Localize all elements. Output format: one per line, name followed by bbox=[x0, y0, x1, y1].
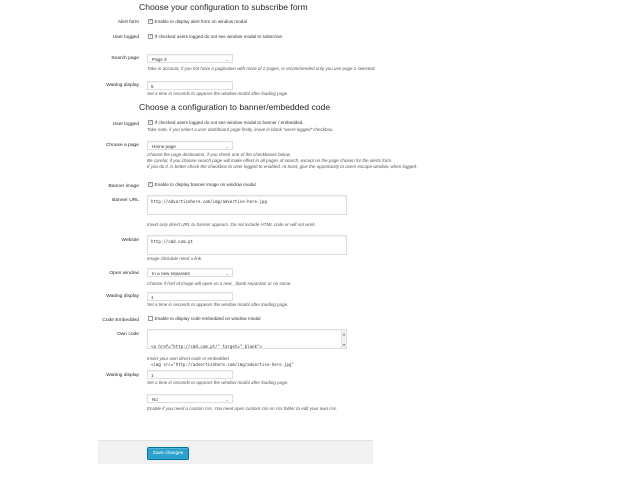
website-label: Website bbox=[121, 238, 139, 243]
custom-css-select[interactable] bbox=[147, 394, 233, 403]
users-logged-label-2: User logged bbox=[112, 122, 139, 127]
alert-form-row bbox=[148, 19, 247, 24]
search-page-select[interactable] bbox=[147, 54, 233, 63]
choose-page-select[interactable] bbox=[147, 141, 233, 150]
banner-url-desc: Insert only direct URL to banner appears. Do not include HTML code or will not work. bbox=[147, 222, 316, 227]
choose-page-label: Choose a page bbox=[105, 143, 139, 148]
waiting-display-label-3: Waiting display bbox=[106, 373, 139, 378]
scroll-down-icon[interactable]: ▼ bbox=[342, 342, 346, 347]
alert-form-label: Alert form bbox=[117, 20, 139, 25]
chevron-down-icon: ⌄ bbox=[225, 56, 229, 62]
custom-css-value: No bbox=[152, 396, 158, 402]
code-embedded-row bbox=[148, 316, 260, 321]
choose-page-desc-2: Be careful, if you choose search page will make effect in all pages of search, except on the page chosen for the alerts form. bbox=[147, 158, 393, 163]
users-logged-text-1: If checked users logged do not see window modal to subscrive. bbox=[154, 34, 284, 39]
banner-url-label: Banner URL bbox=[112, 198, 139, 203]
banner-image-row bbox=[148, 182, 256, 187]
save-changes-button[interactable]: Save changes bbox=[147, 447, 189, 460]
submit-bar bbox=[98, 440, 373, 464]
waiting-display-desc-3: Set a time in seconds to appears the window modal after loading page. bbox=[147, 380, 289, 385]
users-logged-text-2: If checked users logged do not see window modal to banner / embedded. bbox=[154, 120, 304, 125]
choose-page-desc-3: If you do it, is better check the checkbox to User logged to enabled. At least, give the opportunity to users escape window, when logged. bbox=[147, 164, 418, 169]
users-logged-label-1: User logged bbox=[112, 35, 139, 40]
search-page-desc: Take in account, if you not have a pagination with more of 2 pages, is recommended only you use page 2 selected. bbox=[147, 66, 376, 71]
website-desc: Image clickable need a link. bbox=[147, 256, 203, 261]
banner-url-textarea[interactable]: http://advertisehere.com/img/advertise-here.jpg bbox=[147, 195, 347, 215]
scroll-up-icon[interactable]: ▲ bbox=[342, 331, 346, 336]
users-logged-checkbox-2[interactable] bbox=[148, 120, 153, 125]
section-title-banner: Choose a configuration to banner/embedded code bbox=[139, 102, 331, 112]
banner-image-text: Enable to display banner image on window modal bbox=[154, 182, 256, 187]
users-logged-desc-2: Take note, if you select a user dashboard page firstly, leave in blank "users logged" checkbox. bbox=[147, 127, 334, 132]
open-window-label: Open window bbox=[109, 271, 139, 276]
banner-image-checkbox[interactable] bbox=[148, 182, 153, 187]
own-code-line-2: <img src="http://advertisehere.com/img/advertise-here.jpg" bbox=[151, 362, 294, 367]
waiting-display-desc-1: Set a time in seconds to appears the window modal after loading page. bbox=[147, 91, 289, 96]
users-logged-checkbox-1[interactable] bbox=[148, 34, 153, 39]
waiting-display-label-1: Waiting display bbox=[106, 83, 139, 88]
choose-page-value: Home page bbox=[152, 143, 176, 149]
search-page-value: Page 3 bbox=[152, 56, 167, 62]
code-embedded-text: Enable to display code embedded on window modal bbox=[154, 316, 261, 321]
alert-form-text: Enable to display alert form on window modal bbox=[154, 19, 247, 24]
chevron-down-icon: ⌄ bbox=[225, 143, 229, 149]
users-logged-row-2 bbox=[148, 120, 304, 125]
choose-page-desc-1: Choose the page destination, if you check one of the checkboxes below. bbox=[147, 152, 291, 157]
alert-form-checkbox[interactable] bbox=[148, 19, 153, 24]
waiting-display-label-2: Waiting display bbox=[106, 294, 139, 299]
website-textarea[interactable]: http://cmd.com.pt bbox=[147, 235, 347, 255]
waiting-display-input-2[interactable]: 1 bbox=[147, 292, 233, 301]
section-title-subscribe: Choose your configuration to subscribe form bbox=[139, 2, 308, 12]
own-code-scrollbar[interactable] bbox=[341, 331, 346, 348]
search-page-label: Search page bbox=[111, 56, 139, 61]
chevron-down-icon: ⌄ bbox=[225, 270, 229, 276]
chevron-down-icon: ⌄ bbox=[225, 396, 229, 402]
users-logged-row-1 bbox=[148, 34, 283, 39]
open-window-value: In a new separator bbox=[152, 270, 191, 276]
custom-css-desc: Enable if you need a custom css. You need open custom css on css folder to edit your own css. bbox=[147, 406, 338, 411]
code-embedded-label: Code Embedded bbox=[102, 318, 139, 323]
own-code-line-1: <a href="http://cmd.com.pt/" target="_blank"> bbox=[151, 344, 262, 349]
code-embedded-checkbox[interactable] bbox=[148, 316, 153, 321]
own-code-desc: Insert your own direct code or embedded bbox=[147, 356, 229, 361]
open-window-desc: Choose if href of image will open on a new _blank separator or on same. bbox=[147, 281, 292, 286]
own-code-label: Own code bbox=[116, 332, 139, 337]
banner-image-label: Banner image bbox=[108, 184, 139, 189]
waiting-display-input-3[interactable]: 1 bbox=[147, 370, 233, 379]
open-window-select[interactable] bbox=[147, 268, 233, 277]
waiting-display-input-1[interactable]: 5 bbox=[147, 81, 233, 90]
waiting-display-desc-2: Set a time in seconds to appears the window modal after loading page. bbox=[147, 302, 289, 307]
